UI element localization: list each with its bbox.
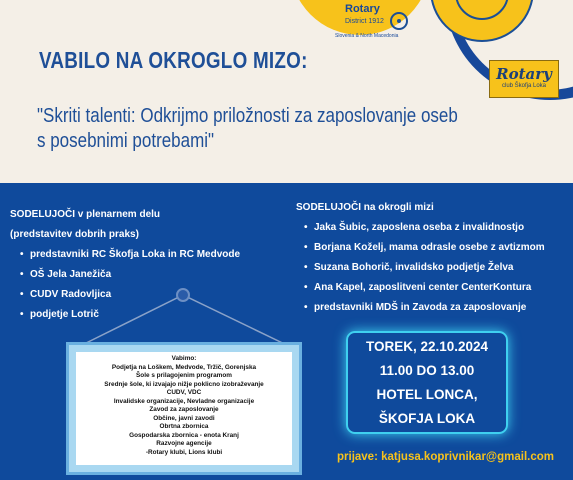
invite-line: Gospodarska zbornica - enota Kranj xyxy=(129,431,239,439)
invite-line: Podjetja na Loškem, Medvode, Tržič, Gorenjska xyxy=(111,363,257,371)
subtitle-line-2: s posebnimi potrebami" xyxy=(37,130,215,152)
list-item: • Suzana Bohorič, invalidsko podjetje Želva xyxy=(304,258,545,278)
invite-line: Zavod za zaposlovanje xyxy=(149,406,219,413)
event-time: 11.00 DO 13.00 xyxy=(379,363,475,378)
invite-line: Invalidske organizacije, Nevladne organizacije xyxy=(113,397,255,405)
page-title: VABILO NA OKROGLO MIZO: xyxy=(39,47,308,73)
roundtable-section xyxy=(296,198,545,318)
nail-icon xyxy=(176,288,190,302)
event-venue: HOTEL LONCA, xyxy=(376,387,478,402)
club-logo xyxy=(489,60,559,98)
district-logo-sub: District 1912 xyxy=(345,18,384,25)
list-item: • Borjana Koželj, mama odrasle osebe z avtizmom xyxy=(304,238,545,258)
club-logo-sub: club Škofja Loka xyxy=(501,83,547,89)
list-item: • CUDV Radovljica xyxy=(20,285,240,305)
invite-line: Občine, javni zavodi xyxy=(153,414,215,422)
invite-board xyxy=(66,342,302,475)
header-area xyxy=(0,0,573,183)
invite-line: Obrtna zbornica xyxy=(159,423,209,430)
page-subtitle xyxy=(37,104,547,154)
plenary-heading: SODELUJOČI v plenarnem delu xyxy=(10,209,161,220)
list-item: • OŠ Jela Janežiča xyxy=(20,265,240,285)
invite-line: -Rotary klubi, Lions klubi xyxy=(145,448,223,456)
invite-line: Razvojne agencije xyxy=(156,440,212,447)
invite-line: Srednje šole, ki izvajajo nižje poklicno izobraževanje xyxy=(104,380,264,388)
list-item: • predstavniki MDŠ in Zavoda za zaposlovanje xyxy=(304,298,545,318)
signup-email-link[interactable]: prijave: katjusa.koprivnikar@gmail.com xyxy=(337,451,555,463)
event-city: ŠKOFJA LOKA xyxy=(378,411,476,426)
club-logo-name: Rotary xyxy=(496,65,552,83)
invite-line: Šole s prilagojenim programom xyxy=(136,372,232,379)
rotary-wheel-icon xyxy=(390,12,408,30)
list-item: • Jaka Šubic, zaposlena oseba z invalidnostjo xyxy=(304,218,545,238)
subtitle-line-1: "Skriti talenti: Odkrijmo priložnosti za zaposlovanje oseb xyxy=(37,105,458,127)
invite-board-content xyxy=(76,352,292,465)
roundtable-heading: SODELUJOČI na okrogli mizi xyxy=(296,202,434,213)
district-logo-region: Slovenia & North Macedonia xyxy=(335,33,399,39)
list-item: • Ana Kapel, zaposlitveni center CenterKontura xyxy=(304,278,545,298)
plenary-subheading: (predstavitev dobrih praks) xyxy=(10,229,139,240)
event-details-box xyxy=(346,331,508,434)
roundtable-list xyxy=(296,218,545,318)
invite-line: CUDV, VDC xyxy=(166,389,202,396)
invite-line: Vabimo: xyxy=(171,355,197,362)
district-logo-name: Rotary xyxy=(345,3,380,15)
list-item: • predstavniki RC Škofja Loka in RC Medvode xyxy=(20,245,240,265)
event-date: TOREK, 22.10.2024 xyxy=(365,339,489,354)
list-item: • podjetje Lotrič xyxy=(20,305,240,325)
